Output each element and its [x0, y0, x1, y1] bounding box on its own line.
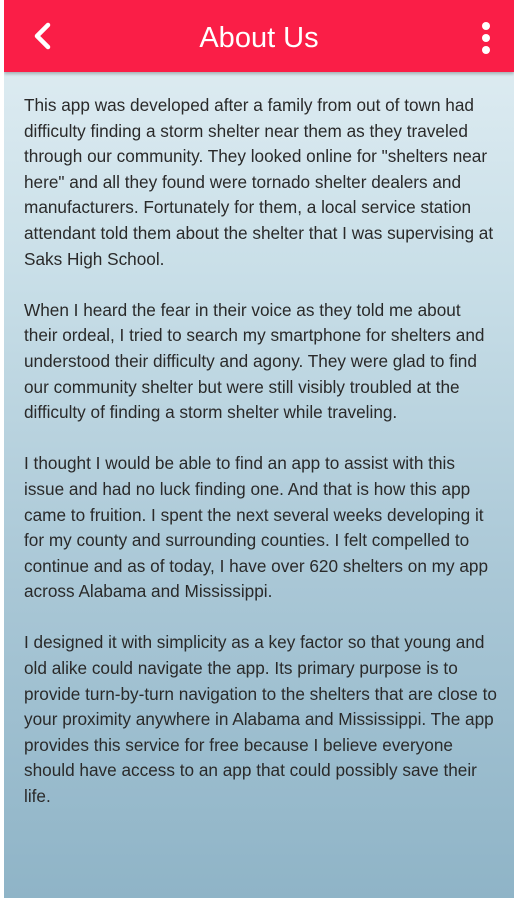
more-vertical-icon	[482, 46, 490, 54]
back-arrow-icon	[26, 18, 62, 54]
about-content	[24, 93, 498, 835]
about-paragraph-2: When I heard the fear in their voice as they told me about their ordeal, I tried to search my smartphone for shelters and understood their difficulty and agony. They were glad to find our community shelter but were still visibly troubled at the difficulty of finding a storm shelter while traveling.	[24, 299, 485, 423]
screen	[4, 0, 514, 898]
more-vertical-icon	[482, 22, 490, 30]
about-paragraph-3: I thought I would be able to find an app to assist with this issue and had no luck finding one. And that is how this app came to fruition. I spent the next several weeks developing it for my county and surrounding counties. I felt compelled to continue and as of today, I have over 620 shelters on my app across Alabama and Mississippi.	[24, 453, 489, 602]
more-vertical-icon	[482, 34, 490, 42]
more-options-button[interactable]	[478, 20, 494, 56]
about-paragraph-1: This app was developed after a family from out of town had difficulty finding a storm shelter near them as they traveled through our community. They looked online for "shelters near here" and all they found were tornado shelter dealers and manufacturers. Fortunately for them, a local service station attendant told them about the shelter that I was supervising at Saks High School.	[24, 95, 494, 269]
about-paragraph-4: I designed it with simplicity as a key factor so that young and old alike could navigate the app. Its primary purpose is to provide turn-by-turn navigation to the shelters that are close to your proximity anywhere in Alabama and Mississippi. The app provides this service for free because I believe everyone should have access to an app that could possibly save their life.	[24, 632, 497, 807]
app-bar	[4, 0, 514, 72]
page-title: About Us	[199, 22, 319, 54]
back-button[interactable]	[26, 18, 62, 54]
